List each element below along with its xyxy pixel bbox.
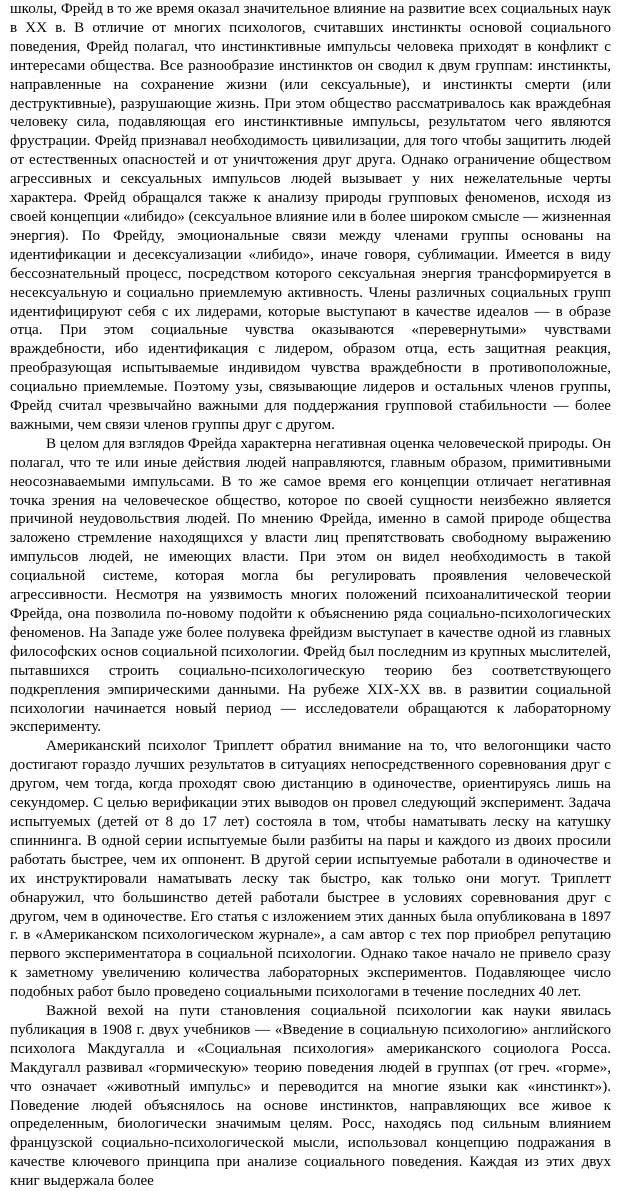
paragraph-mcdougall-ross: Важной вехой на пути становления социальной психологии как науки явилась публикация в 1908 г. двух учебников — «Введение в социальную психологию» английского психолога Макдугалла и «Социальная психология» американского социолога Росса. Макдугалл развивал «гормическую» теорию поведения людей в группах (от греч. «горме», что означает «животный импульс» и переводится на многие языки как «инстинкт»). Поведение людей объяснялось на основе инстинктов, направляющих все живое к определенным, биологически значимым целям. Росс, находясь под сильным влиянием французской социально-психологической мысли, использовал концепцию подражания в качестве ключевого принципа при анализе социального поведения. Каждая из этих двух книг выдержала более <box>10 1003 611 1190</box>
paragraph-freud-assessment: В целом для взглядов Фрейда характерна негативная оценка человеческой природы. Он полагал, что те или иные действия людей направляются, главным образом, примитивными неосознаваемыми импульсами. В то же самое время его концепции отличает негативная точка зрения на человеческое общество, которое по своей сущности неизбежно является причиной неудовольствия людей. По мнению Фрейда, именно в самой природе общества заложено стремление находящихся у власти лиц препятствовать свободному выражению импульсов людей, не имеющих власти. При этом он видел необходимость в такой социальной системе, которая могла бы регулировать проявления человеческой агрессивности. Несмотря на уязвимость многих положений психоаналитической теории Фрейда, она позволила по-новому подойти к объяснению ряда социально-психологических феноменов. На Западе уже более полувека фрейдизм выступает в качестве одной из главных философских основ социальной психологии. Фрейд был последним из крупных мыслителей, пытавшихся строить социально-психологическую теорию без соответствующего подкрепления эмпирическими данными. На рубеже XIX-XX вв. в развитии социальной психологии начинается новый период — исследователи обращаются к лабораторному эксперименту. <box>10 435 611 736</box>
paragraph-triplett-experiment: Американский психолог Триплетт обратил внимание на то, что велогонщики часто достигают гораздо лучших результатов в ситуациях непосредственного соревнования друг с другом, чем тогда, когда проходят свою дистанцию в одиночестве, ориентируясь лишь на секундомер. С целью верификации этих выводов он провел следующий эксперимент. Задача испытуемых (детей от 8 до 17 лет) состояла в том, чтобы наматывать леску на катушку спиннинга. В одной серии испытуемые были разбиты на пары и каждого из двоих просили работать быстрее, чем их оппонент. В другой серии испытуемые работали в одиночестве и их инструктировали наматывать леску так быстро, как только они могут. Триплетт обнаружил, что большинство детей работали быстрее в условиях соревнования друг с другом, чем в одиночестве. Его статья с изложением этих данных была опубликована в 1897 г. в «Американском психологическом журнале», а сам автор с тех пор приобрел репутацию первого экспериментатора в социальной психологии. Однако такое начало не привело сразу к заметному увеличению количества лабораторных экспериментов. Подавляющее число подобных работ было проведено социальными психологами в течение последних 40 лет. <box>10 738 611 1001</box>
paragraph-freud-instincts: школы, Фрейд в то же время оказал значительное влияние на развитие всех социальных наук в XX в. В отличие от многих психологов, считавших инстинкты основой социального поведения, Фрейд полагал, что инстинктивные импульсы человека приходят в конфликт с интересами общества. Все разнообразие инстинктов он сводил к двум группам: инстинкты, направленные на сохранение жизни (или сексуальные), и инстинкты смерти (или деструктивные), разрушающие жизнь. При этом общество рассматривалось как враждебная человеку сила, подавляющая его инстинктивные импульсы, результатом чего являются фрустрации. Фрейд признавал необходимость цивилизации, для того чтобы защитить людей от естественных опасностей и от уничтожения друг друга. Однако ограничение обществом агрессивных и сексуальных импульсов людей вызывает у них нежелательные черты характера. Фрейд обращался также к анализу природы групповых феноменов, исходя из своей концепции «либидо» (сексуальное влияние или в более широком смысле — жизненная энергия). По Фрейду, эмоциональные связи между членами группы основаны на идентификации и десексуализации «либидо», иначе говоря, сублимации. Имеется в виду бессознательный процесс, посредством которого сексуальная энергия трансформируется в несексуальную и социально приемлемую активность. Члены различных социальных групп идентифицируют себя с их лидерами, которые выступают в качестве идеалов — в образе отца. При этом социальные чувства оказываются «перевернутыми» чувствами враждебности, ибо идентификация с лидером, образом отца, есть защитная реакция, преобразующая испытываемые индивидом чувства враждебности в противоположные, социально приемлемые. Поэтому узы, связывающие лидеров и остальных членов группы, Фрейд считал чрезвычайно важными для поддержания групповой стабильности — более важными, чем связи членов группы друг с другом. <box>10 1 611 433</box>
